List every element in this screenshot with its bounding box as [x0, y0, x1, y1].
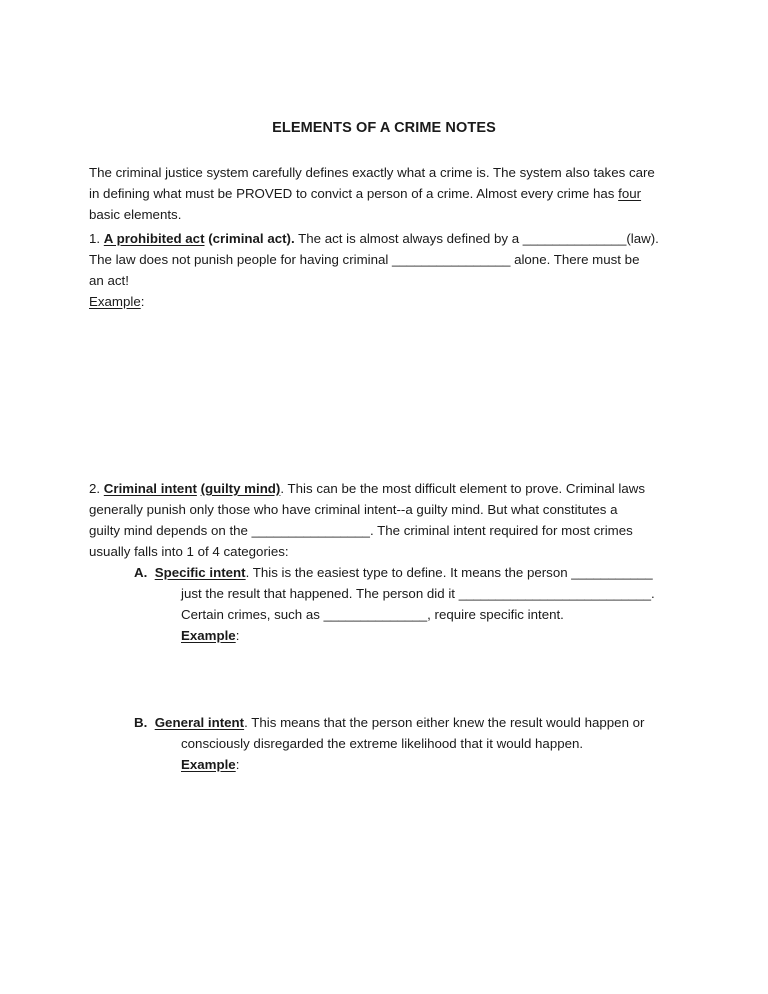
subsection-b-line-2: consciously disregarded the extreme likelihood that it would happen. — [181, 736, 584, 751]
subsection-b-example-label: Example — [181, 757, 236, 772]
subsection-specific-intent — [134, 562, 653, 583]
section1-line-2: The law does not punish people for having criminal ________________ alone. There must be — [89, 252, 640, 267]
section1-example-colon: : — [140, 294, 145, 309]
section-criminal-intent — [89, 478, 689, 562]
subsection-a-example-colon: : — [235, 628, 240, 643]
subsection-a-line-1 — [134, 562, 653, 583]
section1-line-1 — [89, 228, 689, 249]
section2-heading: Criminal intent — [103, 481, 197, 496]
subsection-a-line-3: Certain crimes, such as ______________, require specific intent. — [181, 607, 564, 622]
intro-emphasis-four: four — [618, 186, 642, 201]
section2-line-1 — [89, 478, 689, 499]
subsection-a-example — [181, 625, 655, 646]
section1-example — [89, 291, 689, 312]
section2-line-4: usually falls into 1 of 4 categories: — [89, 544, 289, 559]
subsection-a-line-2: just the result that happened. The person did it __________________________. — [181, 586, 655, 601]
section2-heading-paren: (guilty mind) — [200, 481, 281, 496]
subsection-a-letter: A. — [134, 565, 148, 580]
intro-paragraph — [89, 162, 689, 225]
page-title: ELEMENTS OF A CRIME NOTES — [272, 120, 496, 136]
section1-line-1-text: The act is almost always defined by a ______________(law). — [294, 231, 659, 246]
subsection-general-intent-body — [181, 733, 583, 775]
intro-line-3: basic elements. — [89, 207, 182, 222]
subsection-a-line-1-text: . This is the easiest type to define. It means the person ___________ — [245, 565, 653, 580]
subsection-b-example-colon: : — [235, 757, 240, 772]
subsection-general-intent — [134, 712, 644, 733]
section2-line-3: guilty mind depends on the ________________. The criminal intent required for most crimes — [89, 523, 633, 538]
intro-line-2 — [89, 183, 689, 204]
section1-example-label: Example — [89, 294, 141, 309]
section-prohibited-act — [89, 228, 689, 312]
section2-number: 2. — [89, 481, 104, 496]
section2-line-1-text: . This can be the most difficult element to prove. Criminal laws — [280, 481, 645, 496]
subsection-a-heading: Specific intent — [154, 565, 246, 580]
section1-heading: A prohibited act — [103, 231, 205, 246]
section1-number: 1. — [89, 231, 104, 246]
subsection-b-letter: B. — [134, 715, 148, 730]
section1-line-3: an act! — [89, 273, 129, 288]
subsection-specific-intent-body — [181, 583, 655, 646]
section2-line-2: generally punish only those who have criminal intent--a guilty mind. But what constitutes a — [89, 502, 618, 517]
intro-line-2-text: in defining what must be PROVED to convict a person of a crime. Almost every crime has — [89, 186, 619, 201]
intro-line-1: The criminal justice system carefully defines exactly what a crime is. The system also takes care — [89, 165, 655, 180]
subsection-a-example-label: Example — [181, 628, 236, 643]
subsection-b-example — [181, 754, 583, 775]
subsection-b-heading: General intent — [154, 715, 245, 730]
subsection-b-line-1-text: . This means that the person either knew the result would happen or — [244, 715, 645, 730]
subsection-b-line-1 — [134, 712, 644, 733]
section1-heading-paren: (criminal act). — [204, 231, 295, 246]
